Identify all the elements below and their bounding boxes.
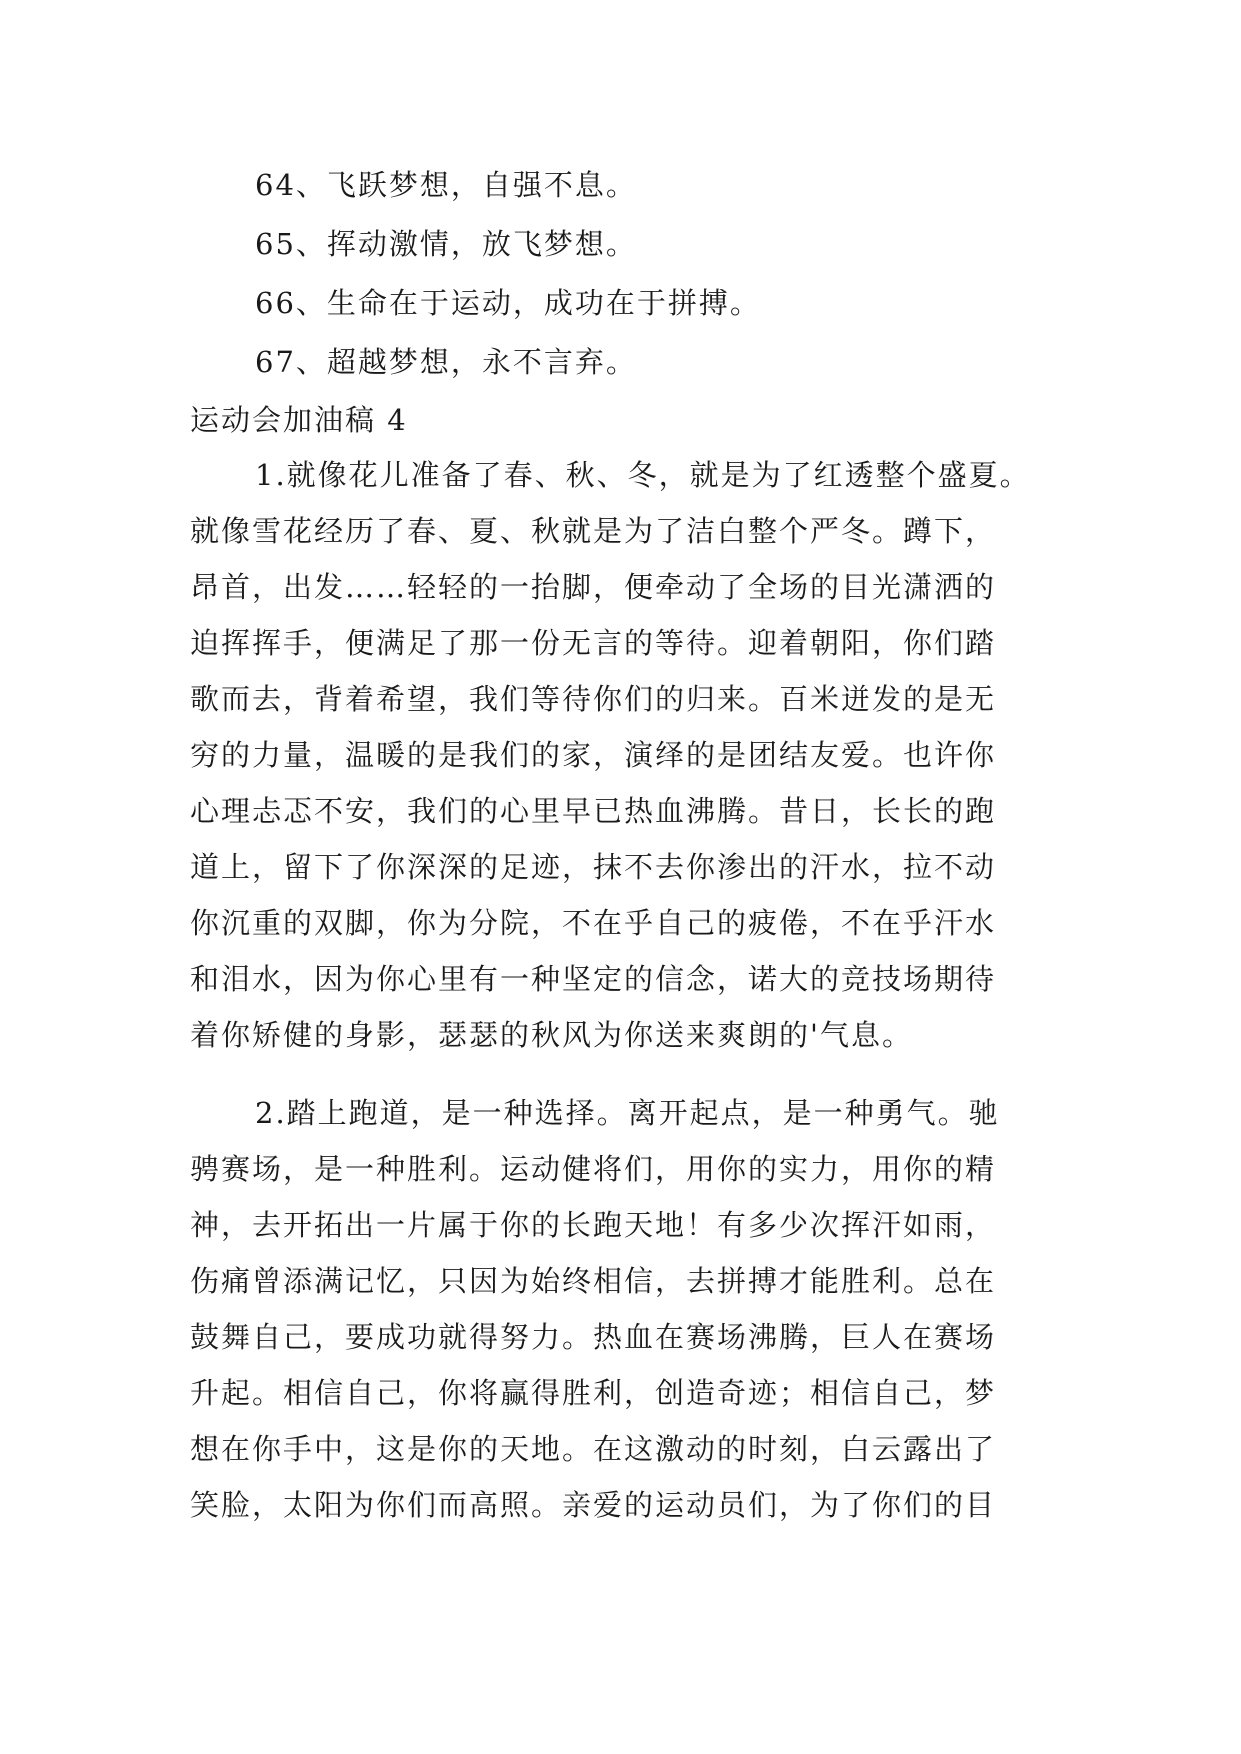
list-item: 65、挥动激情，放飞梦想。	[255, 227, 637, 261]
paragraph-line: 神，去开拓出一片属于你的长跑天地！有多少次挥汗如雨，	[190, 1208, 997, 1242]
list-item: 66、生命在于运动，成功在于拼搏。	[255, 286, 761, 320]
paragraph-line: 伤痛曾添满记忆，只因为始终相信，去拼搏才能胜利。总在	[190, 1264, 997, 1298]
section-title: 运动会加油稿 4	[190, 403, 408, 437]
paragraph-line: 2.踏上跑道，是一种选择。离开起点，是一种勇气。驰	[255, 1096, 1000, 1130]
paragraph-line: 着你矫健的身影，瑟瑟的秋风为你送来爽朗的'气息。	[190, 1018, 913, 1052]
paragraph-2	[190, 1085, 1060, 1533]
list-item: 64、飞跃梦想，自强不息。	[255, 168, 637, 202]
paragraph-line: 升起。相信自己，你将赢得胜利，创造奇迹；相信自己，梦	[190, 1376, 997, 1410]
paragraph-line: 迫挥挥手，便满足了那一份无言的等待。迎着朝阳，你们踏	[190, 626, 997, 660]
paragraph-line: 你沉重的双脚，你为分院，不在乎自己的疲倦，不在乎汗水	[190, 906, 997, 940]
paragraph-1	[190, 447, 1060, 1063]
paragraph-line: 1.就像花儿准备了春、秋、冬，就是为了红透整个盛夏。	[255, 458, 1031, 492]
paragraph-line: 想在你手中，这是你的天地。在这激动的时刻，白云露出了	[190, 1432, 997, 1466]
paragraph-line: 就像雪花经历了春、夏、秋就是为了洁白整个严冬。蹲下，	[190, 514, 997, 548]
paragraph-line: 心理忐忑不安，我们的心里早已热血沸腾。昔日，长长的跑	[190, 794, 997, 828]
paragraph-line: 骋赛场，是一种胜利。运动健将们，用你的实力，用你的精	[190, 1152, 997, 1186]
paragraph-line: 道上，留下了你深深的足迹，抹不去你渗出的汗水，拉不动	[190, 850, 997, 884]
paragraph-line: 笑脸，太阳为你们而高照。亲爱的运动员们，为了你们的目	[190, 1488, 997, 1522]
list-item: 67、超越梦想，永不言弃。	[255, 345, 637, 379]
paragraph-line: 和泪水，因为你心里有一种坚定的信念，诺大的竞技场期待	[190, 962, 997, 996]
paragraph-line: 歌而去，背着希望，我们等待你们的归来。百米迸发的是无	[190, 682, 997, 716]
paragraph-line: 鼓舞自己，要成功就得努力。热血在赛场沸腾，巨人在赛场	[190, 1320, 997, 1354]
paragraph-line: 昂首，出发……轻轻的一抬脚，便牵动了全场的目光潇洒的	[190, 570, 997, 604]
paragraph-line: 穷的力量，温暖的是我们的家，演绎的是团结友爱。也许你	[190, 738, 997, 772]
